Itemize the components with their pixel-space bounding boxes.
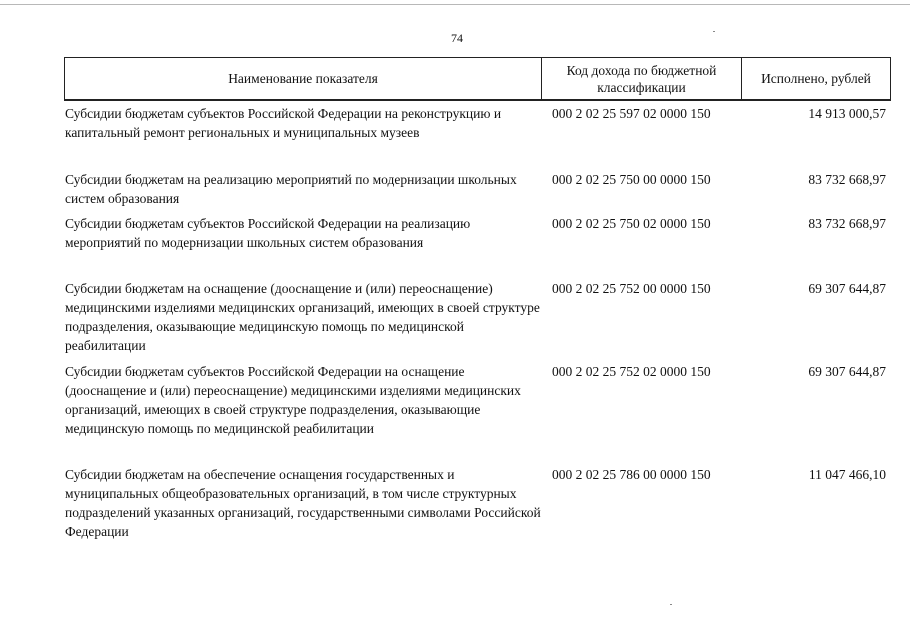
row-amount: 69 307 644,87	[808, 281, 886, 296]
row-name: Субсидии бюджетам на обеспечение оснащения государственных и муниципальных общеобразовательных организаций, в том числе структурных подразделений указанных организаций, государственными символами Российской Федерации	[65, 467, 541, 539]
row-code: 000 2 02 25 752 02 0000 150	[552, 364, 711, 379]
row-code: 000 2 02 25 597 02 0000 150	[552, 106, 711, 121]
row-code: 000 2 02 25 750 02 0000 150	[552, 216, 711, 231]
row-amount: 83 732 668,97	[808, 216, 886, 231]
row-code: 000 2 02 25 786 00 0000 150	[552, 467, 711, 482]
header-amount: Исполнено, рублей	[761, 71, 871, 86]
row-name: Субсидии бюджетам субъектов Российской Федерации на реализацию мероприятий по модернизации школьных систем образования	[65, 216, 471, 250]
table-header	[64, 57, 891, 101]
row-amount: 69 307 644,87	[808, 364, 886, 379]
row-name: Субсидии бюджетам субъектов Российской Федерации на реконструкцию и капитальный ремонт региональных и муниципальных музеев	[65, 106, 502, 140]
row-code: 000 2 02 25 750 00 0000 150	[552, 172, 711, 187]
row-name: Субсидии бюджетам субъектов Российской Федерации на оснащение (дооснащение и (или) переоснащение) медицинскими изделиями медицинских организаций, имеющих в своей структуре подразделения, оказывающие медицинскую помощь по медицинской реабилитации	[65, 364, 521, 436]
row-code: 000 2 02 25 752 00 0000 150	[552, 281, 711, 296]
top-edge-rule	[0, 4, 910, 5]
row-name: Субсидии бюджетам на оснащение (дооснащение и (или) переоснащение) медицинскими изделиями медицинских организаций, имеющих в своей структуре подразделения, оказывающие медицинскую помощь по медицинской реабилитации	[65, 281, 540, 353]
row-name: Субсидии бюджетам на реализацию мероприятий по модернизации школьных систем образования	[65, 172, 517, 206]
header-name: Наименование показателя	[65, 58, 542, 99]
page-number: 74	[451, 31, 463, 45]
scan-speck	[670, 604, 672, 605]
scan-speck	[713, 31, 715, 32]
header-code: Код дохода по бюджетной классификации	[542, 58, 742, 99]
row-amount: 14 913 000,57	[808, 106, 886, 121]
row-amount: 83 732 668,97	[808, 172, 886, 187]
row-amount: 11 047 466,10	[808, 467, 886, 482]
